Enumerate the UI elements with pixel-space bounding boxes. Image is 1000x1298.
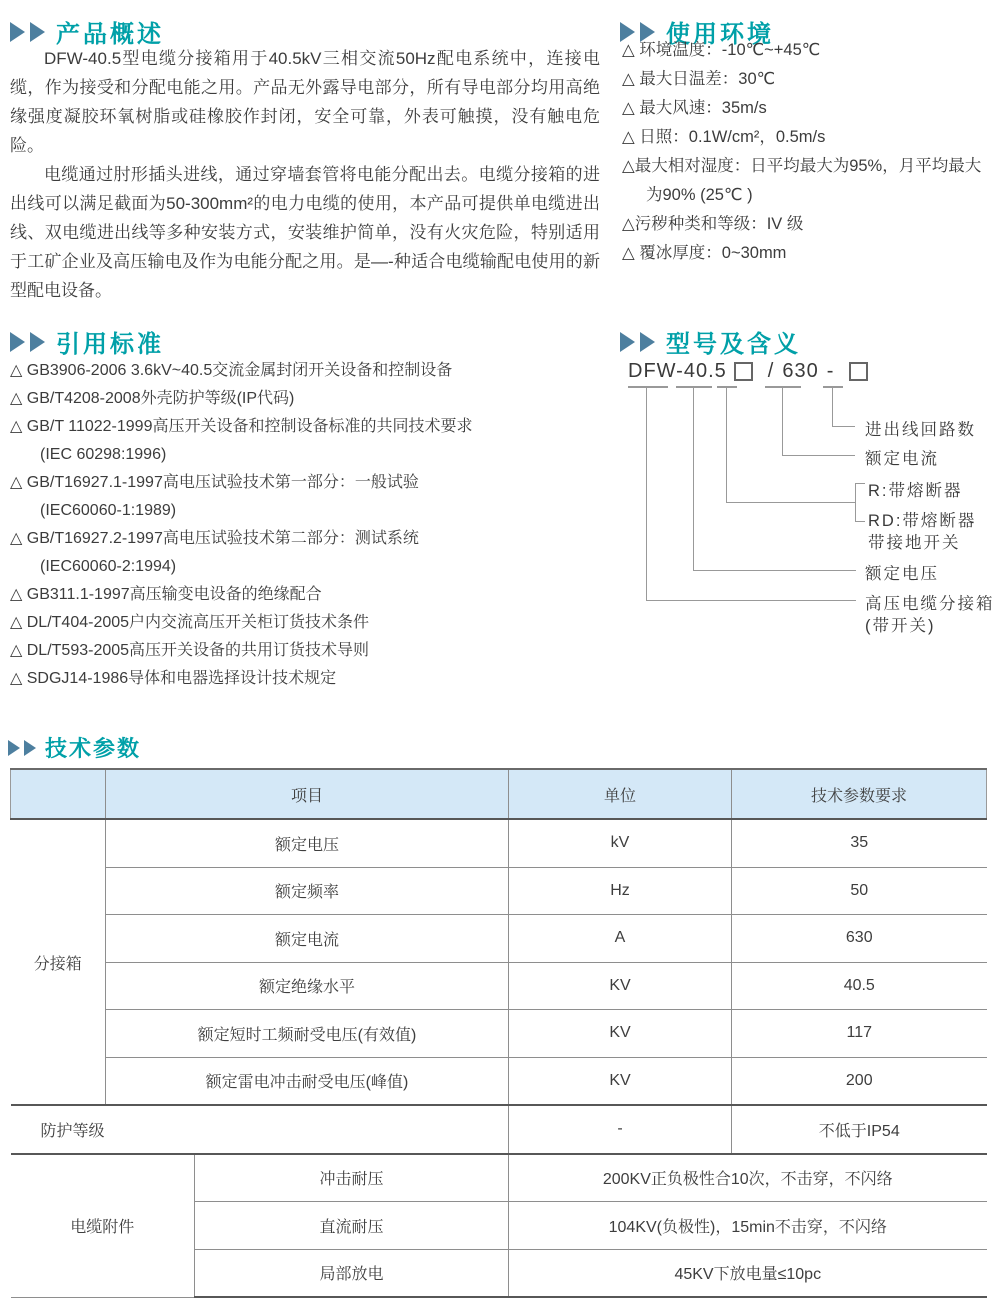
cell-item: 额定频率 — [106, 867, 509, 915]
cell-req: 200KV正负极性合10次，不击穿，不闪络 — [509, 1154, 987, 1202]
section-heading-standards — [10, 324, 164, 359]
environment-item: △ 最大日温差：30℃ — [622, 70, 776, 88]
double-arrow-icon — [30, 22, 45, 42]
table-row — [11, 915, 987, 963]
standards-list — [10, 357, 610, 693]
header-group — [11, 769, 106, 819]
environment-item: △最大相对湿度：日平均最大为95%，月平均最大 — [622, 157, 982, 175]
model-label-rd-earthing: 带接地开关 — [868, 534, 961, 552]
cell-req: 104KV(负极性)，15min不击穿，不闪络 — [509, 1202, 987, 1250]
model-label-name: 高压电缆分接箱 — [865, 595, 995, 613]
double-arrow-icon — [620, 332, 635, 352]
table-row — [11, 819, 987, 867]
model-title: 型号及含义 — [666, 331, 801, 358]
environment-item-continuation: 为90% (25℃ ) — [646, 186, 753, 204]
parameters-table-wrap — [10, 768, 987, 1298]
parameters-title: 技术参数 — [45, 736, 142, 761]
environment-item: △污秽种类和等级：IV 级 — [622, 215, 804, 233]
cell-item: 额定电流 — [106, 915, 509, 963]
model-label-name2: (带开关) — [865, 617, 936, 635]
standard-item-continuation: (IEC 60298:1996) — [40, 446, 167, 463]
header-unit: 单位 — [509, 769, 732, 819]
header-req: 技术参数要求 — [732, 769, 987, 819]
cell-unit: kV — [509, 819, 732, 867]
cell-req: 45KV下放电量≤10pc — [509, 1249, 987, 1297]
header-item: 项目 — [106, 769, 509, 819]
cell-item: 额定短时工频耐受电压(有效值) — [106, 1010, 509, 1058]
environment-item: △ 日照：0.1W/cm²，0.5m/s — [622, 128, 826, 146]
cell-req: 200 — [732, 1057, 987, 1105]
model-code-prefix: DFW-40.5 — [628, 360, 727, 382]
double-arrow-icon — [30, 332, 45, 352]
standard-item: △ DL/T593-2005高压开关设备的共用订货技术导则 — [10, 642, 370, 659]
table-row — [11, 1154, 987, 1202]
bracket-line — [855, 483, 865, 522]
cell-item: 直流耐压 — [195, 1202, 509, 1250]
cell-unit: Hz — [509, 867, 732, 915]
table-row — [11, 1010, 987, 1058]
double-arrow-icon — [640, 332, 655, 352]
model-code-slash: / — [767, 360, 775, 382]
standard-item: △ GB311.1-1997高压输变电设备的绝缘配合 — [10, 586, 322, 603]
model-label-r: R:带熔断器 — [868, 482, 963, 500]
table-row — [11, 867, 987, 915]
cell-unit: KV — [509, 962, 732, 1010]
group-label: 分接箱 — [11, 819, 106, 1105]
overview-text — [10, 44, 600, 305]
model-label-rd: RD:带熔断器 — [868, 512, 977, 530]
table-row — [11, 1057, 987, 1105]
model-code-current: 630 — [782, 360, 819, 382]
standard-item: △ GB/T4208-2008外壳防护等级(IP代码) — [10, 390, 295, 407]
section-heading-parameters — [8, 732, 141, 763]
environment-item: △ 环境温度：-10℃~+45℃ — [622, 41, 821, 59]
cell-req: 117 — [732, 1010, 987, 1058]
parameters-table — [10, 768, 987, 1298]
standard-item-continuation: (IEC60060-1:1989) — [40, 502, 177, 519]
cell-req: 40.5 — [732, 962, 987, 1010]
cell-item: 局部放电 — [195, 1249, 509, 1297]
table-header-row — [11, 769, 987, 819]
cell-item: 额定雷电冲击耐受电压(峰值) — [106, 1057, 509, 1105]
cell-req: 35 — [732, 819, 987, 867]
model-code-box-icon — [734, 362, 753, 381]
model-label-loops: 进出线回路数 — [865, 421, 976, 439]
connector-line — [646, 386, 856, 601]
standard-item: △ SDGJ14-1986导体和电器选择设计技术规定 — [10, 670, 337, 687]
environment-list — [622, 36, 994, 268]
double-arrow-icon — [10, 332, 25, 352]
double-arrow-icon — [8, 740, 20, 756]
section-heading-model — [620, 324, 801, 359]
standards-title: 引用标准 — [56, 331, 164, 358]
group-label: 电缆附件 — [11, 1154, 195, 1298]
cell-req: 50 — [732, 867, 987, 915]
overview-title: 产品概述 — [56, 21, 164, 48]
cell-item: 额定电压 — [106, 819, 509, 867]
table-row — [11, 962, 987, 1010]
overview-paragraph: DFW-40.5型电缆分接箱用于40.5kV三相交流50Hz配电系统中，连接电缆，作为接受和分配电能之用。产品无外露导电部分，所有导电部分均用高绝缘强度凝胶环氧树脂或硅橡胶作封闭，安全可靠，外表可触摸，没有触电危险。 — [10, 49, 600, 155]
table-row-protection — [11, 1105, 987, 1154]
environment-item: △ 最大风速：35m/s — [622, 99, 767, 117]
cell-req: 630 — [732, 915, 987, 963]
standard-item: △ GB/T 11022-1999高压开关设备和控制设备标准的共同技术要求 — [10, 418, 473, 435]
double-arrow-icon — [10, 22, 25, 42]
standard-item: △ DL/T404-2005户内交流高压开关柜订货技术条件 — [10, 614, 370, 631]
standard-item: △ GB/T16927.2-1997高电压试验技术第二部分：测试系统 — [10, 530, 419, 547]
model-code — [628, 360, 875, 383]
cell-unit: KV — [509, 1057, 732, 1105]
standard-item: △ GB/T16927.1-1997高电压试验技术第一部分：一般试验 — [10, 474, 419, 491]
cell-unit: - — [509, 1105, 732, 1154]
cell-protection-label: 防护等级 — [11, 1105, 509, 1154]
standard-item: △ GB3906-2006 3.6kV~40.5交流金属封闭开关设备和控制设备 — [10, 362, 453, 379]
environment-item: △ 覆冰厚度：0~30mm — [622, 244, 787, 262]
overview-paragraph: 电缆通过肘形插头进线，通过穿墙套管将电能分配出去。电缆分接箱的进出线可以满足截面为50-300mm²的电力电缆的使用，本产品可提供单电缆进出线、双电缆进出线等多种安装方式，安装维护简单，没有火灾危险，特别适用于工矿企业及高压输电及作为电能分配之用。是—-种适合电缆输配电使用的新型配电设备。 — [10, 165, 600, 300]
model-code-box-icon — [849, 362, 868, 381]
double-arrow-icon — [24, 740, 36, 756]
cell-unit: A — [509, 915, 732, 963]
model-label-voltage: 额定电压 — [865, 565, 939, 583]
cell-item: 冲击耐压 — [195, 1154, 509, 1202]
standard-item-continuation: (IEC60060-2:1994) — [40, 558, 177, 575]
cell-req: 不低于IP54 — [732, 1105, 987, 1154]
environment-title: 使用环境 — [666, 21, 774, 48]
cell-unit: KV — [509, 1010, 732, 1058]
cell-item: 额定绝缘水平 — [106, 962, 509, 1010]
model-code-dash: - — [826, 360, 835, 382]
model-label-current: 额定电流 — [865, 450, 939, 468]
